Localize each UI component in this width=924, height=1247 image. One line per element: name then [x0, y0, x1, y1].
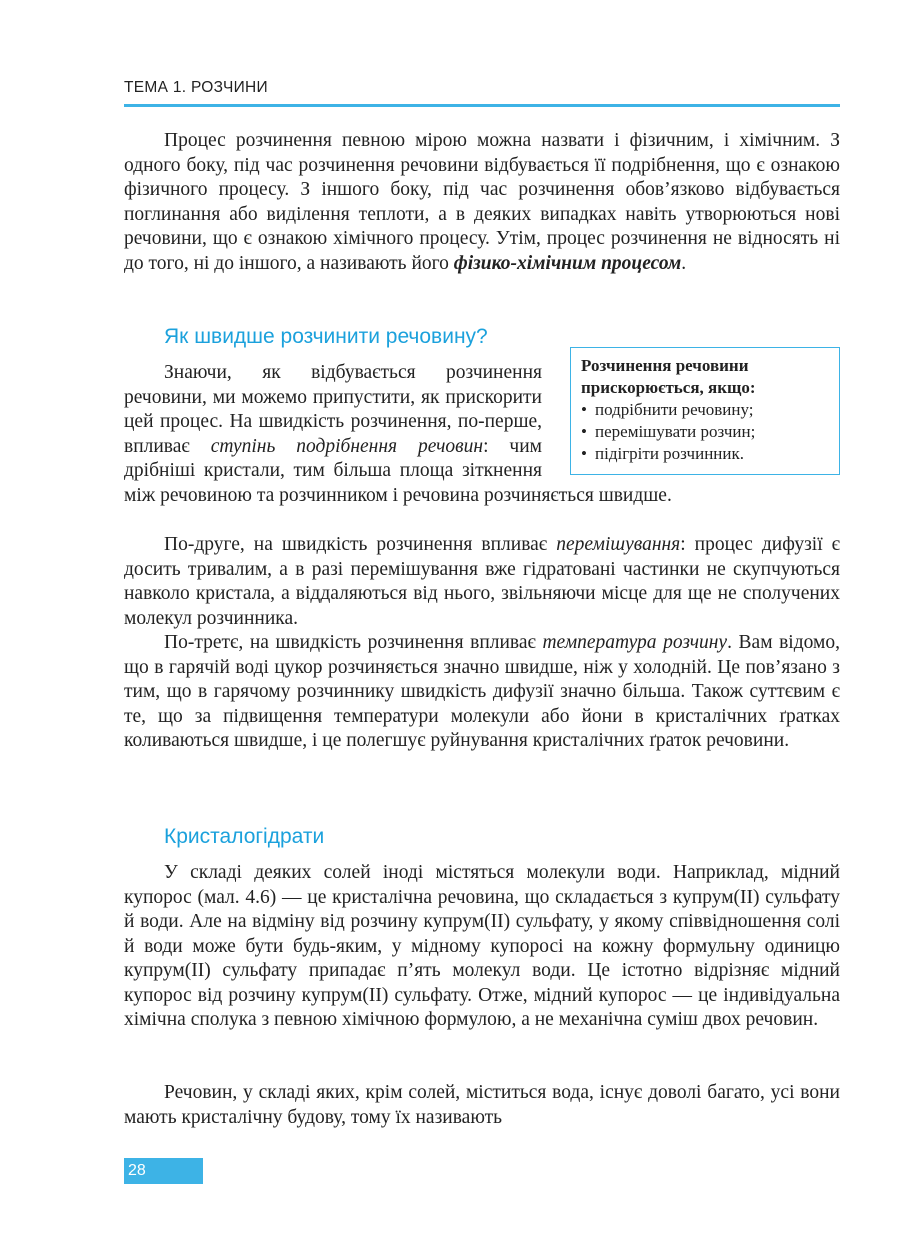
info-box-title: Розчинення речовини прискорюється, якщо: [581, 356, 756, 397]
section2-paragraph-1: У складі деяких солей іноді містяться молекули води. Наприклад, мідний купорос (мал. 4.6) — це кристалічна речовина, що складається з купрум(ІІ) сульфату й води. Але на відміну від розчину купрум(ІІ) сульфату, у якому співвідношення солі й води може бути будь-яким, у мідному купоросі на кожну формульну одиницю купрум(ІІ) сульфату припадає п’ять молекул води. Це істотно відрізняє мідний купорос від розчину купрум(ІІ) сульфату. Отже, мідний купорос — це індивідуальна хімічна сполука з певною хімічною формулою, а не механічна суміш двох речовин. [124, 862, 840, 1030]
info-box-list [581, 399, 829, 465]
info-box-item: • перемішувати розчин; [581, 422, 756, 441]
term-grinding: ступінь подрібнення речовин [210, 435, 484, 457]
section-heading-dissolve-faster: Як швидше розчинити речовину? [164, 325, 488, 348]
bullet-icon: • [581, 422, 587, 441]
info-box [570, 347, 840, 475]
section1-paragraph-2: По-друге, на швидкість розчинення впливає перемішування: процес дифузії є досить тривалим, а в разі перемішування вже гідратовані частинки не скупчуються навколо кристала, а віддаляються від нього, звільняючи місце для ще не сполучених молекул розчинника. [124, 534, 841, 629]
section1-paragraph-1: Розчинення речовини прискорюється, якщо: • подрібнити речовину; • перемішувати розчин; • підігріти розчинник. Знаючи, як відбувається розчинення речовини, ми можемо припустити, як прискорити цей процес. На швидкість розчинення, по-перше, впливає ступінь подрібнення речовин: чим дрібніші кристали, тим більша площа зіткнення між речовиною та розчинником і речовина розчиняється швидше. [124, 361, 840, 508]
bullet-icon: • [581, 444, 587, 463]
section-heading-crystallohydrates: Кристалогідрати [164, 825, 325, 848]
section2-paragraph-2: Речовин, у складі яких, крім солей, міститься вода, існує доволі багато, усі вони мають кристалічну будову, тому їх називають [124, 1082, 840, 1128]
section1-paragraph-3: По-третє, на швидкість розчинення впливає температура розчину. Вам відомо, що в гарячій воді цукор розчиняється значно швидше, ніж у холодній. Це пов’язано з тим, що в гарячому розчиннику швидкість дифузії значно більша. Також суттєвим є те, що за підвищення температури молекули або йони в кристалічних ґратках коливаються швидше, і це полегшує руйнування кристалічних ґраток речовини. [124, 632, 840, 751]
bullet-icon: • [581, 400, 587, 419]
intro-end: . [681, 252, 687, 274]
info-box-item: • подрібнити речовину; [581, 400, 754, 419]
page-number: 28 [124, 1158, 203, 1184]
header-rule [124, 104, 840, 107]
term-temperature: температура розчину [542, 632, 728, 653]
term-stirring: перемішування [556, 534, 681, 555]
intro-paragraph [124, 129, 840, 276]
intro-text: Процес розчинення певною мірою можна назвати і фізичним, і хімічним. З одного боку, під час розчинення речовини відбувається її подрібнення, що є ознакою фізичного процесу. З іншого боку, під час розчинення обов’язково відбувається поглинання або виділення теплоти, а в деяких випадках навіть утворюються нові речовини, що є ознакою хімічного процесу. Утім, процес розчинення не відносять ні до того, ні до іншого, а називають його [124, 130, 840, 274]
info-box-item: • підігріти розчинник. [581, 444, 744, 463]
intro-term: фізико-хімічним процесом [453, 252, 682, 274]
running-header: ТЕМА 1. РОЗЧИНИ [124, 79, 268, 96]
